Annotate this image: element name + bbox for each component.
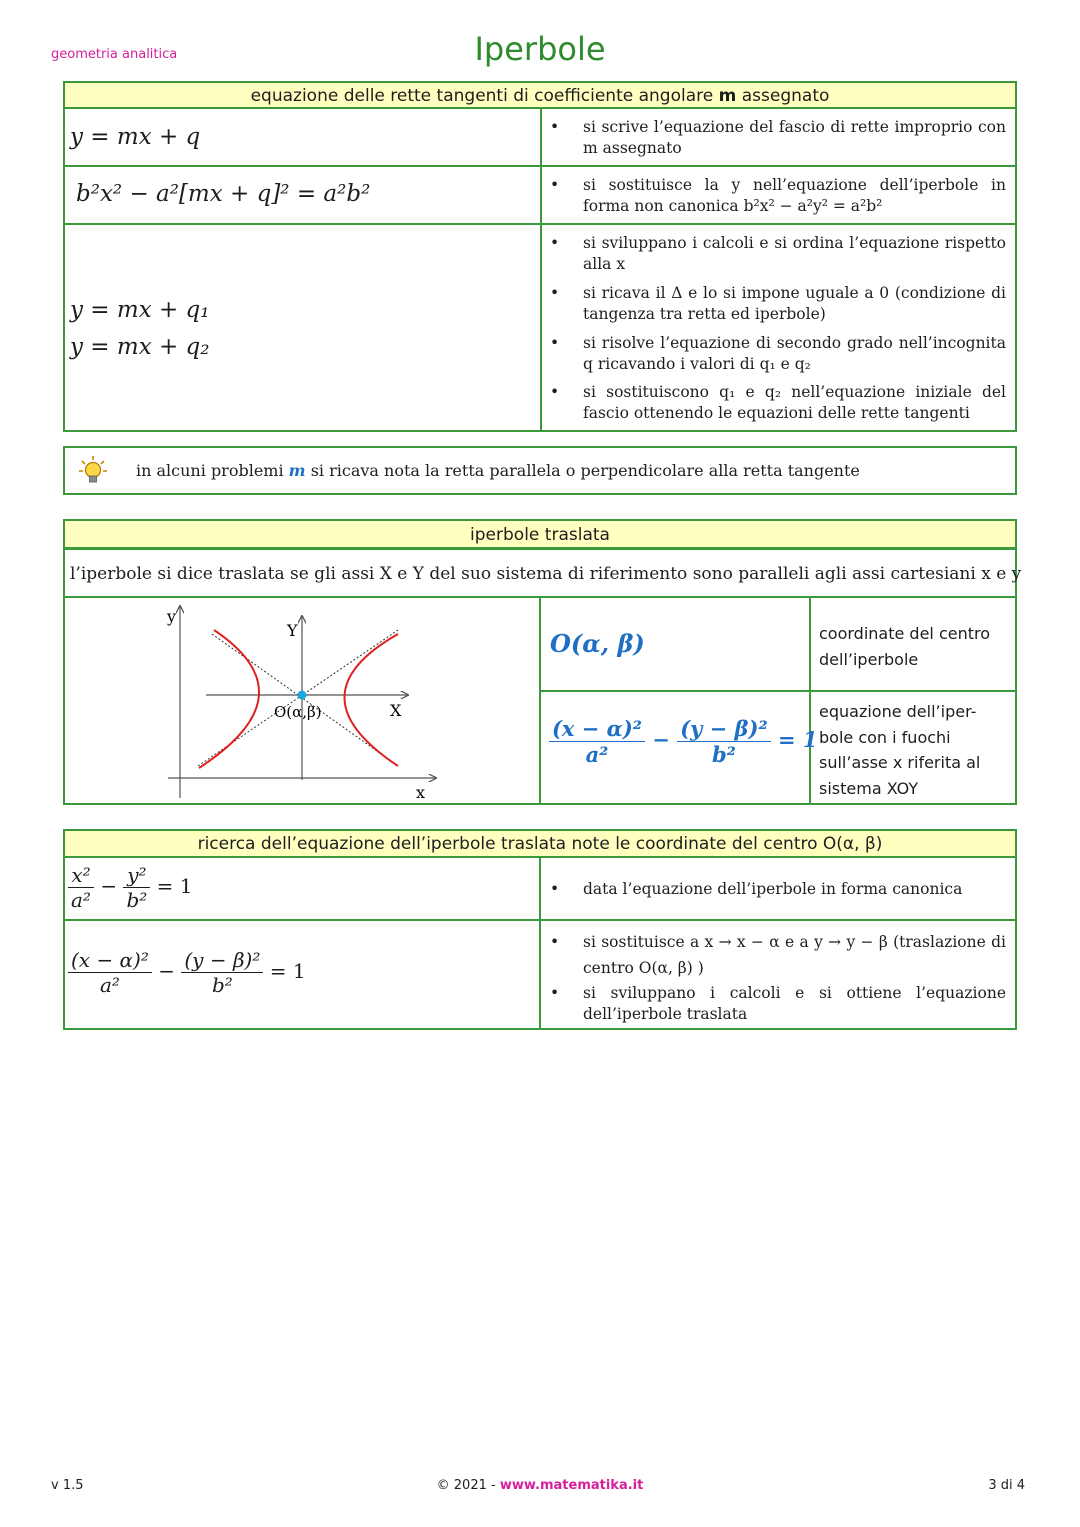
bullet-canonical: • data l’equazione dell’iperbole in forma canonica [583,879,1006,900]
eq-den-b: b² [711,742,736,767]
bullet-substitute: • si sostituiscono q₁ e q₂ nell’equazione iniziale del fascio ottenendo le equazioni delle rette tangenti [583,382,1006,424]
center-description: coordinate del centro dell’iperbole [819,624,991,669]
result-num-x: (x − α)² [68,948,152,973]
translation-method-header [65,831,1015,858]
canon-den-a: a² [71,888,91,912]
graph-label-x: x [416,783,426,802]
hyperbola-graph [66,598,538,803]
canon-den-b: b² [126,888,148,912]
result-den-a: a² [99,973,120,997]
section2-title: iperbole traslata [470,525,610,545]
note-text-after: si ricava nota la retta parallela o perpendicolare alla retta tangente [305,461,860,480]
equation-description: equazione dell’iper-bole con i fuochi sull’asse x riferita al sistema XOY [819,702,981,798]
bullet-delta: • si ricava il Δ e lo si impone uguale a 0 (condizione di tangenza tra retta ed iperbole) [583,283,1006,325]
bullet-develop: • si sviluppano i calcoli e si ordina l’equazione rispetto alla x [583,233,1006,275]
translated-definition: l’iperbole si dice traslata se gli assi X e Y del suo sistema di riferimento sono paralleli agli assi cartesiani x e y [70,564,1022,584]
canonical-equation: $\frac{\text{x²}}{\text{a²}}$ − $\frac{\text{y²}}{\text{b²}}$ = 1 [68,863,192,912]
section1-title-suffix: assegnato [736,86,830,106]
eq-num-x: (x − α)² [549,716,645,742]
result-rhs: = 1 [269,959,306,983]
bullet-substitution: • si sostituisce la y nell’equazione dell’iperbole in forma non canonica b²x² − a²y² = a²b² [583,175,1006,217]
section1-title-bold: m [718,86,737,106]
note-text-before: in alcuni problemi [136,461,289,480]
bullet-bundle: • si scrive l’equazione del fascio di rette improprio con m assegnato [583,117,1006,159]
note-symbol: m [288,461,306,480]
translated-hyperbola-header [65,521,1015,550]
copyright-text: © 2021 - [436,1478,500,1493]
eq-den-a: a² [585,742,609,767]
canon-num-y: y² [123,863,150,888]
subject-label: geometria analitica [51,47,178,62]
site-link[interactable]: www.matematika.it [499,1478,644,1493]
graph-label-center: O(α,β) [274,703,322,721]
bullet-solve: • si risolve l’equazione di secondo grado nell’incognita q ricavando i valori di q₁ e q₂ [583,333,1006,375]
formula-tangent-2: y = mx + q₂ [70,334,210,360]
section3-title: ricerca dell’equazione dell’iperbole traslata note le coordinate del centro O(α, β) [197,834,883,854]
eq-rhs: = 1 [777,727,818,752]
version-label: v 1.5 [51,1478,84,1493]
canon-rhs: = 1 [156,874,193,898]
section1-title-prefix: equazione delle rette tangenti di coefficiente angolare [250,86,719,106]
page-title: Iperbole [474,30,606,68]
translated-equation: $\frac{\text{(x − α)²}}{\text{a²}}$ − $\frac{\text{(y − β)²}}{\text{b²}}$ = 1 [549,716,817,767]
formula-tangent-1: y = mx + q₁ [70,297,210,323]
translated-equation-result: $\frac{\text{(x − α)²}}{\text{a²}}$ − $\frac{\text{(y − β)²}}{\text{b²}}$ = 1 [68,948,306,997]
canon-num-x: x² [68,863,94,888]
result-den-b: b² [211,973,233,997]
copyright [0,1478,1080,1493]
tangent-lines-header [65,83,1015,109]
formula-bundle: y = mx + q [70,124,201,150]
center-formula: O(α, β) [550,629,645,658]
bullet-develop-translated: • si sviluppano i calcoli e si ottiene l’equazione dell’iperbole traslata [583,983,1006,1025]
bullet-translation: • si sostituisce a x → x − α e a y → y − β (traslazione di centro O(α, β) ) [583,929,1006,981]
graph-label-y: y [167,607,177,626]
eq-num-y: (y − β)² [677,716,770,742]
note-text [136,461,860,480]
formula-substitution: b²x² − a²[mx + q]² = a²b² [76,181,371,207]
lightbulb-icon [78,455,108,485]
result-num-y: (y − β)² [181,948,263,973]
graph-label-Y: Y [287,621,298,640]
page-number: 3 di 4 [988,1478,1025,1493]
graph-label-X: X [390,701,402,720]
